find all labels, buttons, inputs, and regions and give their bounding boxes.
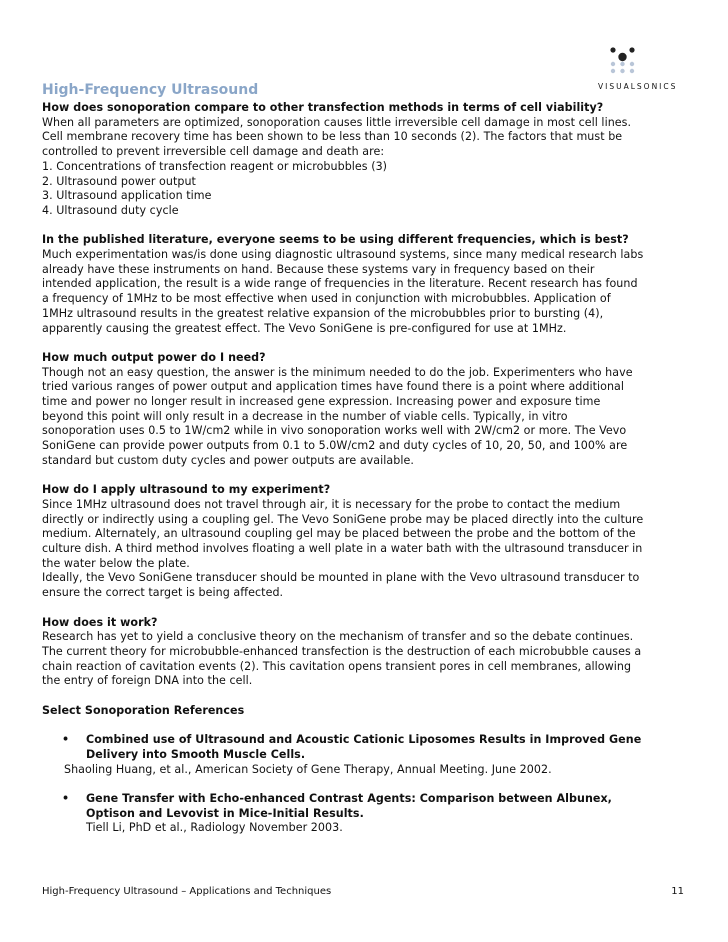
faq-line: standard but custom duty cycles and power outputs are available. (42, 453, 414, 467)
faq-section (42, 351, 688, 469)
faq-line: already have these instruments on hand. Because these systems vary in frequency based on their (42, 262, 595, 276)
faq-line: Research has yet to yield a conclusive theory on the mechanism of transfer and so the debate continues. (42, 630, 634, 644)
faq-line: When all parameters are optimized, sonoporation causes little irreversible cell damage in most cell lines. (42, 115, 632, 129)
faq-line: directly or indirectly using a coupling gel. The Vevo SoniGene probe may be placed directly into the culture (42, 512, 644, 526)
reference-title: Optison and Levovist in Mice-Initial Results. (86, 806, 364, 820)
faq-question: In the published literature, everyone seems to be using different frequencies, which is best? (42, 233, 629, 247)
faq-line: culture dish. A third method involves floating a well plate in a water bath with the ultrasound transducer in (42, 542, 643, 556)
faq-question: How do I apply ultrasound to my experiment? (42, 483, 331, 497)
faq-line: 1. Concentrations of transfection reagent or microbubbles (3) (42, 159, 388, 173)
page-title: High-Frequency Ultrasound (42, 82, 259, 98)
logo-text: VISUALSONICS (598, 82, 678, 91)
faq-line: the water below the plate. (42, 556, 190, 570)
faq-line: 2. Ultrasound power output (42, 174, 196, 188)
faq-line: Since 1MHz ultrasound does not travel through air, it is necessary for the probe to contact the medium (42, 497, 621, 511)
faq-question: How much output power do I need? (42, 350, 266, 364)
footer-title: High-Frequency Ultrasound – Applications and Techniques (42, 886, 332, 897)
faq-line: SoniGene can provide power outputs from 0.1 to 5.0W/cm2 and duty cycles of 10, 20, 50, and 100% are (42, 439, 628, 453)
references-heading: Select Sonoporation References (42, 703, 245, 717)
faq-line: medium. Alternately, an ultrasound coupling gel may be placed between the probe and the bottom of the (42, 527, 636, 541)
faq-section (42, 616, 688, 690)
reference-title: Gene Transfer with Echo-enhanced Contrast Agents: Comparison between Albunex, (86, 791, 612, 805)
reference-title: Combined use of Ultrasound and Acoustic Cationic Liposomes Results in Improved Gene (86, 733, 642, 747)
faq-line: Much experimentation was/is done using diagnostic ultrasound systems, since many medical research labs (42, 248, 644, 262)
faq-line: 1MHz ultrasound results in the greatest relative expansion of the microbubbles prior to bursting (4), (42, 306, 604, 320)
faq-section (42, 101, 688, 219)
faq-section (42, 483, 688, 601)
faq-line: tried various ranges of power output and application times have found there is a point where additional (42, 380, 625, 394)
faq-line: Ideally, the Vevo SoniGene transducer should be mounted in plane with the Vevo ultrasound transducer to (42, 571, 640, 585)
document-body (42, 101, 688, 851)
faq-line: 3. Ultrasound application time (42, 189, 212, 203)
faq-line: sonoporation uses 0.5 to 1W/cm2 while in vivo sonoporation works well with 2W/cm2 or more. The Vevo (42, 424, 627, 438)
faq-line: controlled to prevent irreversible cell damage and death are: (42, 145, 385, 159)
faq-line: Cell membrane recovery time has been shown to be less than 10 seconds (2). The factors that must be (42, 130, 623, 144)
faq-line: intended application, the result is a wide range of frequencies in the literature. Recent research has found (42, 277, 638, 291)
reference-author: Tiell Li, PhD et al., Radiology November 2003. (86, 821, 343, 835)
faq-line: Though not an easy question, the answer is the minimum needed to do the job. Experimenters who have (42, 365, 633, 379)
faq-line: beyond this point will only result in a decrease in the number of viable cells. Typically, in vitro (42, 409, 568, 423)
faq-section (42, 233, 688, 336)
faq-question: How does sonoporation compare to other transfection methods in terms of cell viability? (42, 101, 604, 114)
visualsonics-logo-icon (608, 46, 638, 76)
bullet-icon: • (62, 791, 70, 805)
reference-title: Delivery into Smooth Muscle Cells. (86, 747, 306, 761)
bullet-icon: • (62, 733, 70, 747)
faq-line: the entry of foreign DNA into the cell. (42, 674, 253, 688)
page-number: 11 (671, 886, 684, 897)
faq-line: time and power no longer result in increased gene expression. Increasing power and exposure time (42, 395, 601, 409)
faq-line: The current theory for microbubble-enhanced transfection is the destruction of each microbubble causes a (42, 644, 642, 658)
reference-item (42, 733, 688, 777)
reference-author: Shaoling Huang, et al., American Society of Gene Therapy, Annual Meeting. June 2002. (64, 762, 552, 776)
faq-line: a frequency of 1MHz to be most effective when used in conjunction with microbubbles. Application of (42, 292, 611, 306)
reference-item (42, 792, 688, 836)
faq-question: How does it work? (42, 615, 158, 629)
faq-line: 4. Ultrasound duty cycle (42, 203, 179, 217)
faq-line: apparently causing the greatest effect. The Vevo SoniGene is pre-configured for use at 1MHz. (42, 321, 567, 335)
faq-line: chain reaction of cavitation events (2). This cavitation opens transient pores in cell membranes, allowing (42, 659, 632, 673)
faq-line: ensure the correct target is being affected. (42, 586, 284, 600)
visualsonics-logo (598, 46, 688, 96)
